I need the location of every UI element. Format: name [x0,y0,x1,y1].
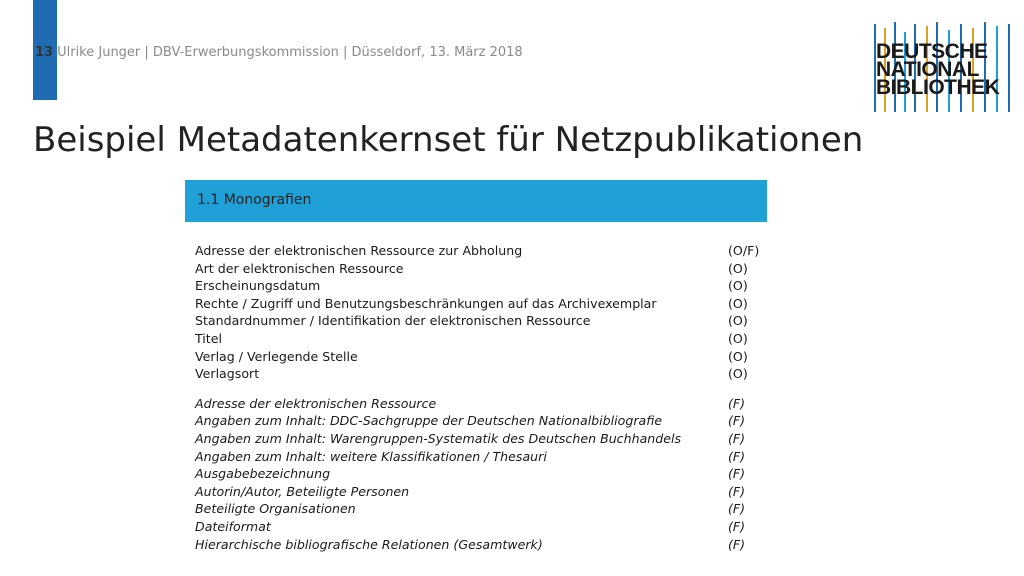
mandatory-group [195,242,767,383]
logo-line-3: BIBLIOTHEK [876,76,1000,99]
item-label: Angaben zum Inhalt: DDC-Sachgruppe der Deutschen Nationalbibliografie [195,413,663,429]
item-code: (O) [728,348,748,364]
list-item [195,448,767,466]
item-code: (O) [728,313,748,329]
slide-number: 13 [35,45,54,60]
item-code: (F) [728,448,746,464]
item-label: Adresse der elektronischen Ressource zur Abholung [195,243,523,258]
item-code: (O) [728,330,748,346]
item-label: Adresse der elektronischen Ressource [195,395,437,411]
item-code: (F) [728,413,746,429]
item-label: Verlag / Verlegende Stelle [195,348,358,364]
item-label: Dateiformat [195,518,271,534]
list-item [195,312,767,330]
logo-line-1: DEUTSCHE [876,40,988,63]
list-item [195,395,767,413]
footer-text: Ulrike Junger | DBV-Erwerbungskommission | Düsseldorf, 13. März 2018 [57,45,523,60]
metadata-table [185,180,767,553]
section-heading: 1.1 Monografien [185,180,767,222]
list-item [195,483,767,501]
list-item [195,430,767,448]
item-code: (F) [728,483,746,499]
list-item [195,536,767,554]
item-code: (O/F) [728,243,760,258]
list-item [195,242,767,260]
list-item [195,295,767,313]
list-item [195,465,767,483]
item-code: (F) [728,518,746,534]
list-item [195,500,767,518]
optional-group [195,395,767,553]
item-label: Titel [195,330,222,346]
item-label: Erscheinungsdatum [195,278,321,294]
item-label: Ausgabebezeichnung [195,466,331,482]
list-item [195,348,767,366]
slide-footer [35,45,523,60]
item-code: (O) [728,278,748,294]
item-code: (O) [728,366,748,382]
dnb-logo [874,22,1014,112]
list-item [195,260,767,278]
logo-line-2: NATIONAL [876,58,979,81]
item-code: (O) [728,295,748,311]
item-label: Autorin/Autor, Beteiligte Personen [195,483,410,499]
item-code: (O) [728,260,748,276]
item-code: (F) [728,501,746,517]
item-label: Art der elektronischen Ressource [195,260,404,276]
item-code: (F) [728,466,746,482]
list-item [195,518,767,536]
list-item [195,330,767,348]
item-label: Beteiligte Organisationen [195,501,356,517]
item-code: (F) [728,536,746,552]
item-label: Hierarchische bibliografische Relationen (Gesamtwerk) [195,536,543,552]
list-item [195,412,767,430]
item-code: (F) [728,430,746,446]
item-label: Angaben zum Inhalt: weitere Klassifikationen / Thesauri [195,448,547,464]
item-label: Standardnummer / Identifikation der elektronischen Ressource [195,313,591,329]
list-item [195,365,767,383]
slide-title: Beispiel Metadatenkernset für Netzpublikationen [33,120,864,160]
item-label: Rechte / Zugriff und Benutzungsbeschränkungen auf das Archivexemplar [195,295,657,311]
item-label: Verlagsort [195,366,260,382]
item-label: Angaben zum Inhalt: Warengruppen-Systematik des Deutschen Buchhandels [195,430,682,446]
item-code: (F) [728,395,746,411]
list-item [195,277,767,295]
